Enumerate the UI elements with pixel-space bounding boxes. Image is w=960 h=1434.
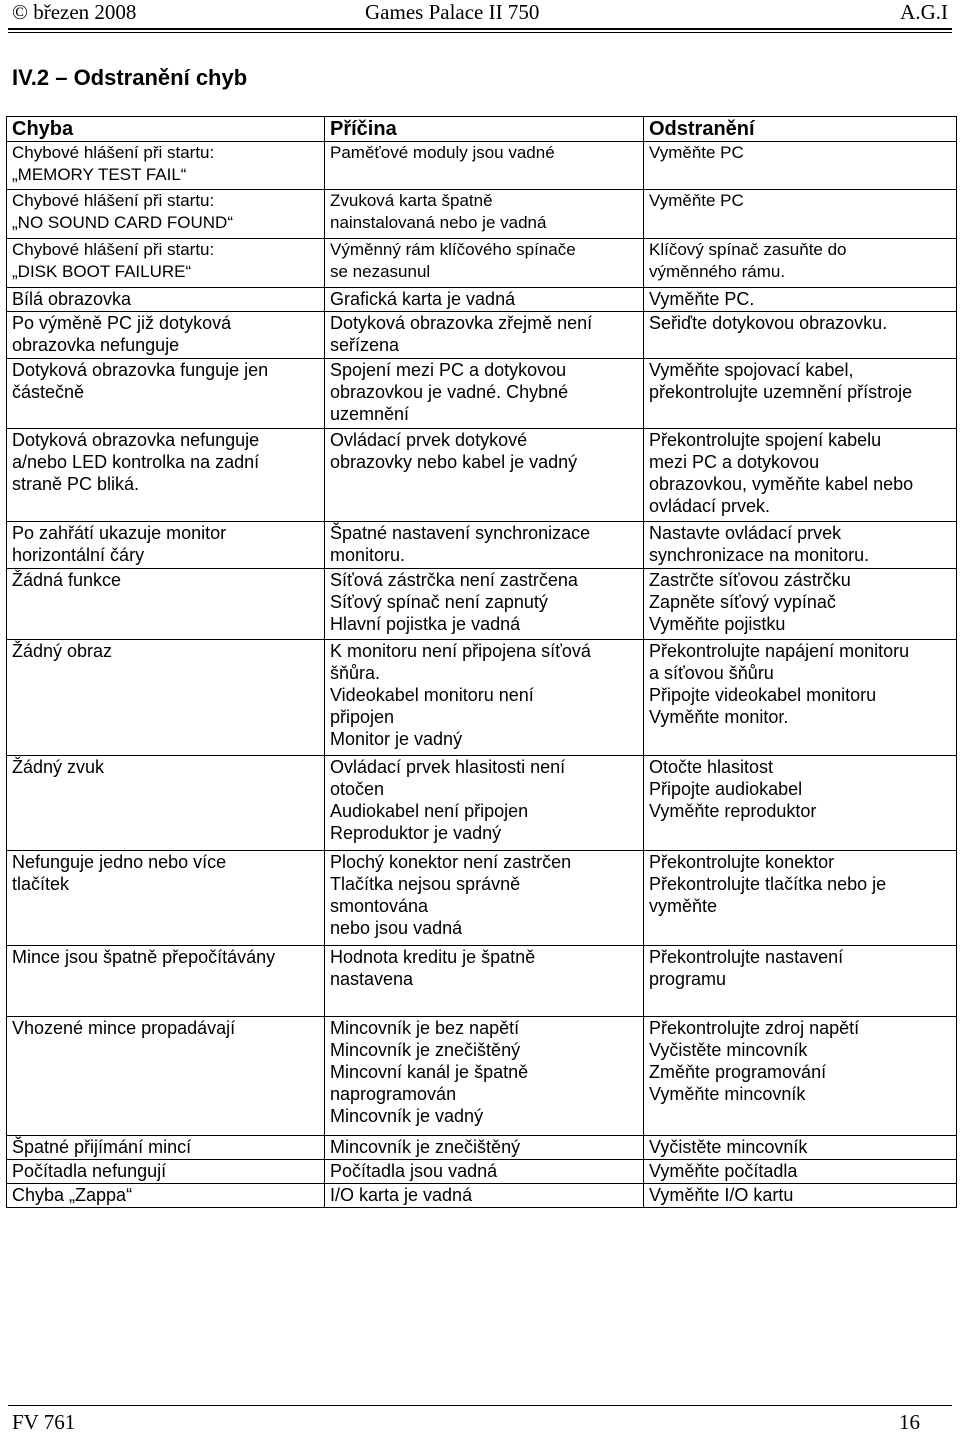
table-row	[7, 1160, 957, 1184]
error-cell: Dotyková obrazovka nefunguje a/nebo LED kontrolka na zadní straně PC bliká.	[7, 429, 325, 522]
column-header-cause: Příčina	[325, 117, 644, 142]
error-cell: Bílá obrazovka	[7, 288, 325, 312]
table-row	[7, 239, 957, 288]
table-row	[7, 312, 957, 359]
table-row	[7, 640, 957, 756]
fix-cell: Vyměňte I/O kartu	[644, 1184, 957, 1208]
cause-cell: I/O karta je vadná	[325, 1184, 644, 1208]
fix-cell: Překontrolujte konektor Překontrolujte tlačítka nebo je vyměňte	[644, 851, 957, 946]
fix-cell: Překontrolujte zdroj napětí Vyčistěte mincovník Změňte programování Vyměňte mincovník	[644, 1017, 957, 1136]
footer-document-code: FV 761	[12, 1410, 76, 1434]
fix-cell: Překontrolujte spojení kabelu mezi PC a dotykovou obrazovkou, vyměňte kabel nebo ovládací prvek.	[644, 429, 957, 522]
error-cell: Chyba „Zappa“	[7, 1184, 325, 1208]
cause-cell: Špatné nastavení synchronizace monitoru.	[325, 522, 644, 569]
error-cell: Po výměně PC již dotyková obrazovka nefunguje	[7, 312, 325, 359]
cause-cell: Mincovník je znečištěný	[325, 1136, 644, 1160]
cause-cell: Spojení mezi PC a dotykovou obrazovkou je vadné. Chybné uzemnění	[325, 359, 644, 429]
fix-cell: Vyměňte spojovací kabel, překontrolujte uzemnění přístroje	[644, 359, 957, 429]
fix-cell: Klíčový spínač zasuňte do výměnného rámu.	[644, 239, 957, 288]
header-rule-thin	[8, 32, 952, 33]
table-header-row	[7, 117, 957, 142]
error-cell: Špatné přijímání mincí	[7, 1136, 325, 1160]
table-row	[7, 756, 957, 851]
fix-cell: Vyměňte PC	[644, 190, 957, 239]
table-row	[7, 946, 957, 1017]
table-row	[7, 1017, 957, 1136]
cause-cell: K monitoru není připojena síťová šňůra. Videokabel monitoru není připojen Monitor je vadný	[325, 640, 644, 756]
error-cell: Dotyková obrazovka funguje jen částečně	[7, 359, 325, 429]
section-title: IV.2 – Odstranění chyb	[12, 65, 248, 90]
troubleshooting-table	[6, 116, 957, 1208]
error-cell: Počítadla nefungují	[7, 1160, 325, 1184]
error-cell: Žádný obraz	[7, 640, 325, 756]
error-cell: Po zahřátí ukazuje monitor horizontální čáry	[7, 522, 325, 569]
table-row	[7, 1136, 957, 1160]
cause-cell: Ovládací prvek hlasitosti není otočen Audiokabel není připojen Reproduktor je vadný	[325, 756, 644, 851]
cause-cell: Hodnota kreditu je špatně nastavena	[325, 946, 644, 1017]
fix-cell: Překontrolujte napájení monitoru a síťovou šňůru Připojte videokabel monitoru Vyměňte monitor.	[644, 640, 957, 756]
error-cell: Vhozené mince propadávají	[7, 1017, 325, 1136]
error-cell: Chybové hlášení při startu: „NO SOUND CARD FOUND“	[7, 190, 325, 239]
page-number: 16	[899, 1410, 920, 1434]
error-cell: Mince jsou špatně přepočítávány	[7, 946, 325, 1017]
column-header-fix: Odstranění	[644, 117, 957, 142]
error-cell: Chybové hlášení při startu: „DISK BOOT FAILURE“	[7, 239, 325, 288]
page-footer	[0, 1408, 960, 1434]
header-rule	[8, 28, 952, 30]
error-cell: Žádná funkce	[7, 569, 325, 640]
cause-cell: Dotyková obrazovka zřejmě není seřízena	[325, 312, 644, 359]
table-row	[7, 359, 957, 429]
fix-cell: Seřiďte dotykovou obrazovku.	[644, 312, 957, 359]
table-row	[7, 851, 957, 946]
fix-cell: Překontrolujte nastavení programu	[644, 946, 957, 1017]
cause-cell: Zvuková karta špatně nainstalovaná nebo je vadná	[325, 190, 644, 239]
cause-cell: Grafická karta je vadná	[325, 288, 644, 312]
cause-cell: Ovládací prvek dotykové obrazovky nebo kabel je vadný	[325, 429, 644, 522]
table-row	[7, 522, 957, 569]
cause-cell: Mincovník je bez napětí Mincovník je znečištěný Mincovní kanál je špatně naprogramován Mincovník je vadný	[325, 1017, 644, 1136]
table-row	[7, 429, 957, 522]
cause-cell: Paměťové moduly jsou vadné	[325, 142, 644, 190]
header-copyright: © březen 2008	[12, 0, 137, 24]
error-cell: Chybové hlášení při startu: „MEMORY TEST FAIL“	[7, 142, 325, 190]
cause-cell: Síťová zástrčka není zastrčena Síťový spínač není zapnutý Hlavní pojistka je vadná	[325, 569, 644, 640]
table-row	[7, 190, 957, 239]
fix-cell: Vyměňte PC.	[644, 288, 957, 312]
fix-cell: Vyměňte počítadla	[644, 1160, 957, 1184]
footer-rule	[8, 1405, 952, 1406]
cause-cell: Počítadla jsou vadná	[325, 1160, 644, 1184]
table-row	[7, 569, 957, 640]
header-product: Games Palace II 750	[365, 0, 540, 24]
header-company: A.G.I	[900, 0, 948, 24]
cause-cell: Výměnný rám klíčového spínače se nezasunul	[325, 239, 644, 288]
page-header	[0, 0, 960, 26]
cause-cell: Plochý konektor není zastrčen Tlačítka nejsou správně smontována nebo jsou vadná	[325, 851, 644, 946]
fix-cell: Vyčistěte mincovník	[644, 1136, 957, 1160]
table-row	[7, 1184, 957, 1208]
table-row	[7, 288, 957, 312]
fix-cell: Nastavte ovládací prvek synchronizace na monitoru.	[644, 522, 957, 569]
table-row	[7, 142, 957, 190]
column-header-error: Chyba	[7, 117, 325, 142]
error-cell: Nefunguje jedno nebo více tlačítek	[7, 851, 325, 946]
fix-cell: Vyměňte PC	[644, 142, 957, 190]
fix-cell: Zastrčte síťovou zástrčku Zapněte síťový vypínač Vyměňte pojistku	[644, 569, 957, 640]
error-cell: Žádný zvuk	[7, 756, 325, 851]
fix-cell: Otočte hlasitost Připojte audiokabel Vyměňte reproduktor	[644, 756, 957, 851]
